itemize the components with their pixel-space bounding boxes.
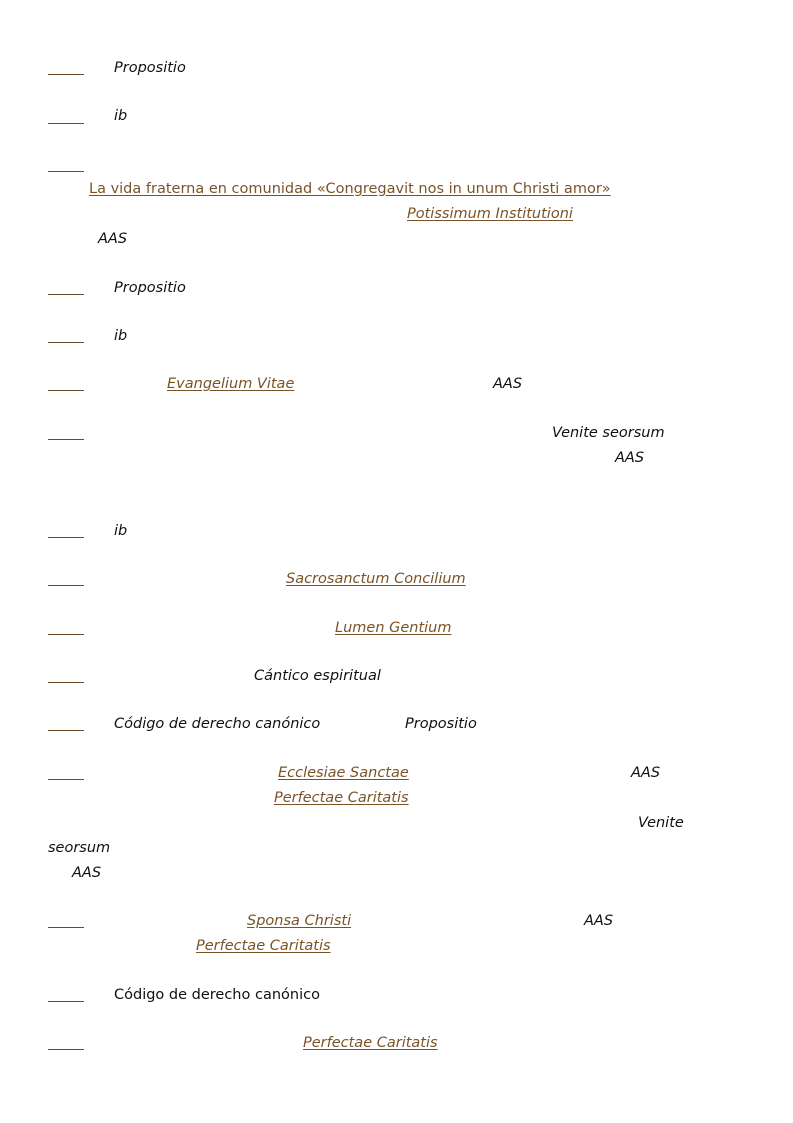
- footnote-link[interactable]: Evangelium Vitae: [167, 376, 295, 392]
- footnote-marker: [48, 123, 84, 124]
- footnote-text: seorsum: [48, 840, 111, 856]
- footnote-marker: [48, 342, 84, 343]
- footnote-link[interactable]: Lumen Gentium: [335, 620, 452, 636]
- footnote-link[interactable]: Perfectae Caritatis: [303, 1035, 438, 1051]
- footnote-link[interactable]: Potissimum Institutioni: [407, 206, 573, 222]
- footnote-marker: [48, 682, 84, 683]
- footnote-link[interactable]: La vida fraterna en comunidad «Congregavit nos in unum Christi amor»: [89, 181, 611, 197]
- footnote-text: ib: [114, 523, 128, 539]
- footnote-marker: [48, 390, 84, 391]
- footnote-text: AAS: [615, 450, 645, 466]
- footnote-text: Cántico espiritual: [254, 668, 381, 684]
- footnote-marker: [48, 1001, 84, 1002]
- footnote-text: AAS: [584, 913, 614, 929]
- footnote-text: Propositio: [405, 716, 477, 732]
- footnote-marker: [48, 585, 84, 586]
- footnote-text: Propositio: [114, 280, 186, 296]
- footnote-text: AAS: [493, 376, 523, 392]
- footnote-marker: [48, 171, 84, 172]
- footnote-text: Código de derecho canónico: [114, 716, 321, 732]
- footnote-marker: [48, 74, 84, 75]
- footnote-text: Venite: [638, 815, 684, 831]
- footnote-text: ib: [114, 328, 128, 344]
- footnote-marker: [48, 634, 84, 635]
- footnote-marker: [48, 927, 84, 928]
- footnote-marker: [48, 1049, 84, 1050]
- footnote-text: Propositio: [114, 60, 186, 76]
- footnote-text: Venite seorsum: [552, 425, 665, 441]
- footnote-text: AAS: [98, 231, 128, 247]
- footnote-text: Código de derecho canónico: [114, 987, 320, 1003]
- footnote-link[interactable]: Sponsa Christi: [247, 913, 352, 929]
- footnote-marker: [48, 779, 84, 780]
- footnote-marker: [48, 730, 84, 731]
- footnote-text: AAS: [72, 865, 102, 881]
- footnote-link[interactable]: Sacrosanctum Concilium: [286, 571, 466, 587]
- footnote-link[interactable]: Perfectae Caritatis: [274, 790, 409, 806]
- footnote-link[interactable]: Perfectae Caritatis: [196, 938, 331, 954]
- footnote-marker: [48, 537, 84, 538]
- footnote-marker: [48, 439, 84, 440]
- footnote-text: ib: [114, 108, 128, 124]
- footnote-link[interactable]: Ecclesiae Sanctae: [278, 765, 409, 781]
- footnote-marker: [48, 294, 84, 295]
- footnote-text: AAS: [631, 765, 661, 781]
